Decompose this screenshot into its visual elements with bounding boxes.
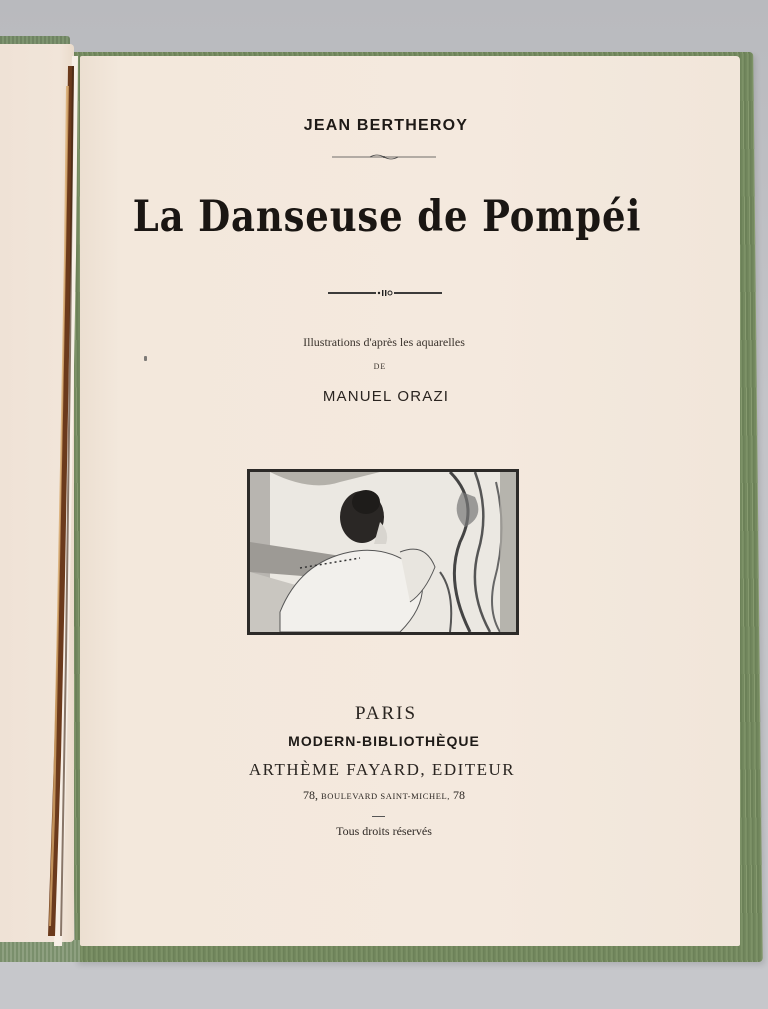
publisher-name: ARTHÈME FAYARD, EDITEUR bbox=[248, 760, 516, 779]
ornament-divider-top bbox=[332, 153, 436, 161]
publisher-series: MODERN-BIBLIOTHÈQUE bbox=[288, 733, 480, 749]
vignette-illustration bbox=[247, 469, 519, 635]
paper-speck bbox=[144, 356, 147, 361]
illustrations-credit: Illustrations d'après les aquarelles bbox=[303, 335, 465, 349]
short-rule bbox=[372, 816, 385, 817]
torn-gutter bbox=[28, 56, 80, 946]
credit-de: DE bbox=[373, 362, 387, 371]
address-number-right: 78 bbox=[453, 788, 466, 802]
illustrator-name: MANUEL ORAZI bbox=[322, 388, 450, 405]
rights-notice: Tous droits réservés bbox=[336, 824, 432, 838]
address-street: BOULEVARD SAINT-MICHEL, bbox=[320, 791, 451, 801]
address-number-left: 78, bbox=[302, 788, 318, 802]
publisher-address bbox=[0, 788, 768, 803]
author-name: JEAN BERTHEROY bbox=[303, 117, 469, 134]
book-title: La Danseuse de Pompéi bbox=[132, 192, 642, 242]
publication-city: PARIS bbox=[354, 703, 418, 724]
ornament-divider-title bbox=[328, 289, 442, 297]
